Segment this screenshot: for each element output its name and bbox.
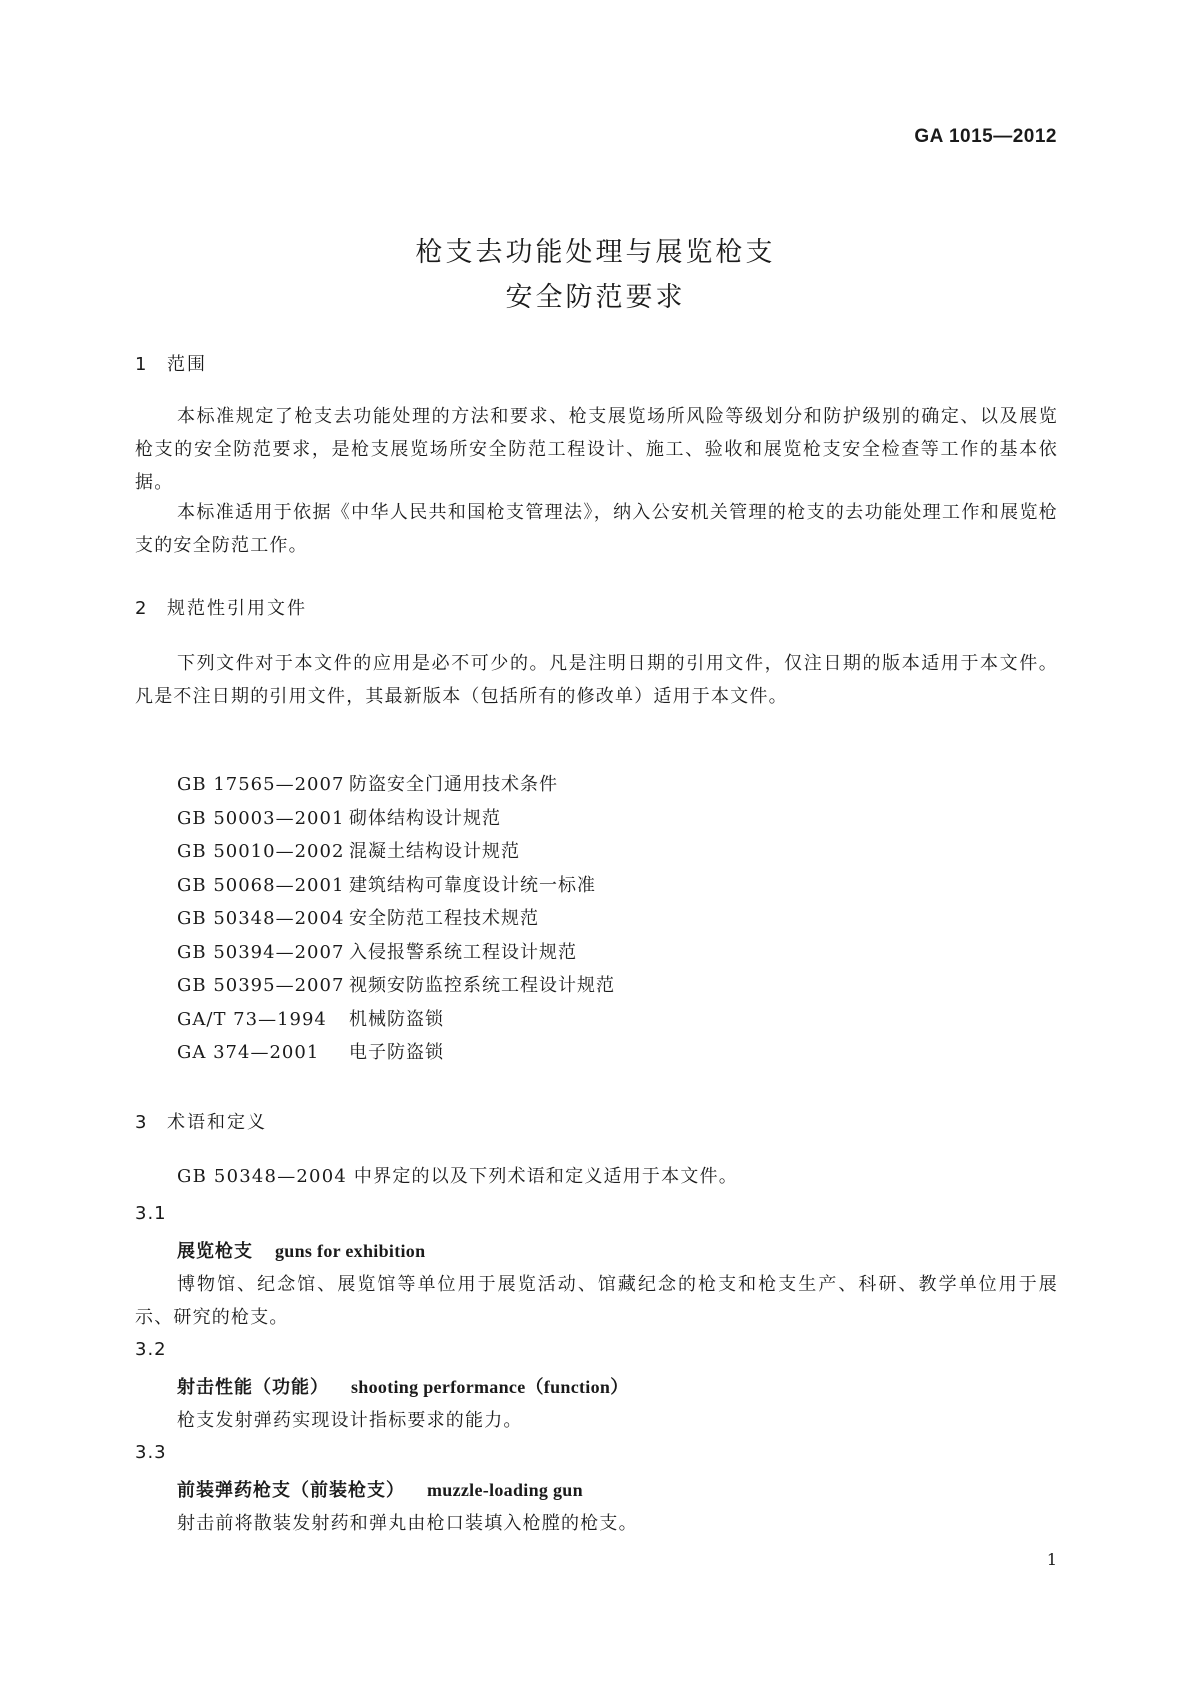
reference-title: 防盗安全门通用技术条件 [349, 774, 558, 795]
reference-code: GA 374—2001 [177, 1042, 320, 1063]
section-number: 2 [135, 598, 149, 619]
section-title: 术语和定义 [167, 1112, 267, 1133]
reference-item [177, 902, 615, 936]
reference-code: GB 50395—2007 [177, 975, 345, 996]
term-definition: 枪支发射弹药实现设计指标要求的能力。 [177, 1410, 523, 1431]
term-english: muzzle-loading gun [427, 1480, 583, 1500]
term-number: 3.3 [135, 1442, 167, 1463]
section-1-heading [135, 350, 207, 376]
term-chinese: 展览枪支 [177, 1241, 253, 1262]
term-chinese: 射击性能（功能） [177, 1377, 329, 1398]
term-number: 3.1 [135, 1203, 167, 1224]
term-number: 3.2 [135, 1339, 167, 1360]
term-heading [177, 1476, 583, 1502]
section-3-intro: GB 50348—2004 中界定的以及下列术语和定义适用于本文件。 [177, 1166, 738, 1187]
document-title-line-1: 枪支去功能处理与展览枪支 [415, 237, 776, 268]
page-number: 1 [1046, 1550, 1057, 1569]
reference-title: 安全防范工程技术规范 [349, 908, 539, 929]
reference-title: 建筑结构可靠度设计统一标准 [349, 874, 596, 896]
reference-item [177, 802, 615, 836]
reference-item [177, 936, 615, 970]
reference-item [177, 835, 615, 869]
term-english: shooting performance（function） [351, 1377, 629, 1397]
term-definition: 射击前将散装发射药和弹丸由枪口装填入枪膛的枪支。 [177, 1513, 638, 1534]
term-definition: 博物馆、纪念馆、展览馆等单位用于展览活动、馆藏纪念的枪支和枪支生产、科研、教学单位用于展示、研究的枪支。 [135, 1274, 1058, 1328]
section-2-intro: 下列文件对于本文件的应用是必不可少的。凡是注明日期的引用文件，仅注日期的版本适用于本文件。凡是不注日期的引用文件，其最新版本（包括所有的修改单）适用于本文件。 [135, 653, 1058, 707]
section-number: 1 [135, 354, 149, 375]
reference-item [177, 969, 615, 1003]
reference-item [177, 869, 615, 903]
section-title: 范围 [167, 354, 207, 375]
reference-title: 电子防盗锁 [349, 1042, 444, 1063]
document-code: GA 1015—2012 [914, 126, 1057, 147]
reference-code: GB 50003—2001 [177, 807, 345, 829]
normative-reference-list [177, 768, 615, 1070]
reference-code: GA/T 73—1994 [177, 1008, 327, 1030]
term-heading [177, 1373, 629, 1399]
reference-code: GB 50010—2002 [177, 841, 345, 862]
document-title-line-2: 安全防范要求 [505, 282, 686, 313]
reference-code: GB 50348—2004 [177, 908, 345, 929]
reference-code: GB 17565—2007 [177, 774, 345, 795]
reference-title: 混凝土结构设计规范 [349, 841, 520, 862]
reference-item [177, 768, 615, 802]
reference-title: 视频安防监控系统工程设计规范 [349, 975, 615, 996]
section-title: 规范性引用文件 [167, 598, 307, 619]
term-english: guns for exhibition [275, 1241, 426, 1261]
reference-item [177, 1003, 615, 1037]
term-chinese: 前装弹药枪支（前装枪支） [177, 1480, 405, 1501]
section-3-heading [135, 1108, 267, 1134]
reference-code: GB 50068—2001 [177, 874, 345, 896]
reference-code: GB 50394—2007 [177, 941, 345, 963]
reference-title: 入侵报警系统工程设计规范 [349, 941, 577, 963]
term-heading [177, 1237, 425, 1263]
reference-title: 砌体结构设计规范 [349, 807, 501, 829]
section-1-paragraph-1: 本标准规定了枪支去功能处理的方法和要求、枪支展览场所风险等级划分和防护级别的确定、以及展览枪支的安全防范要求，是枪支展览场所安全防范工程设计、施工、验收和展览枪支安全检查等工作的基本依据。 [135, 406, 1058, 493]
section-2-heading [135, 594, 307, 620]
reference-item [177, 1036, 615, 1070]
section-number: 3 [135, 1112, 149, 1133]
section-1-paragraph-2: 本标准适用于依据《中华人民共和国枪支管理法》，纳入公安机关管理的枪支的去功能处理工作和展览枪支的安全防范工作。 [135, 502, 1058, 556]
reference-title: 机械防盗锁 [349, 1008, 444, 1030]
